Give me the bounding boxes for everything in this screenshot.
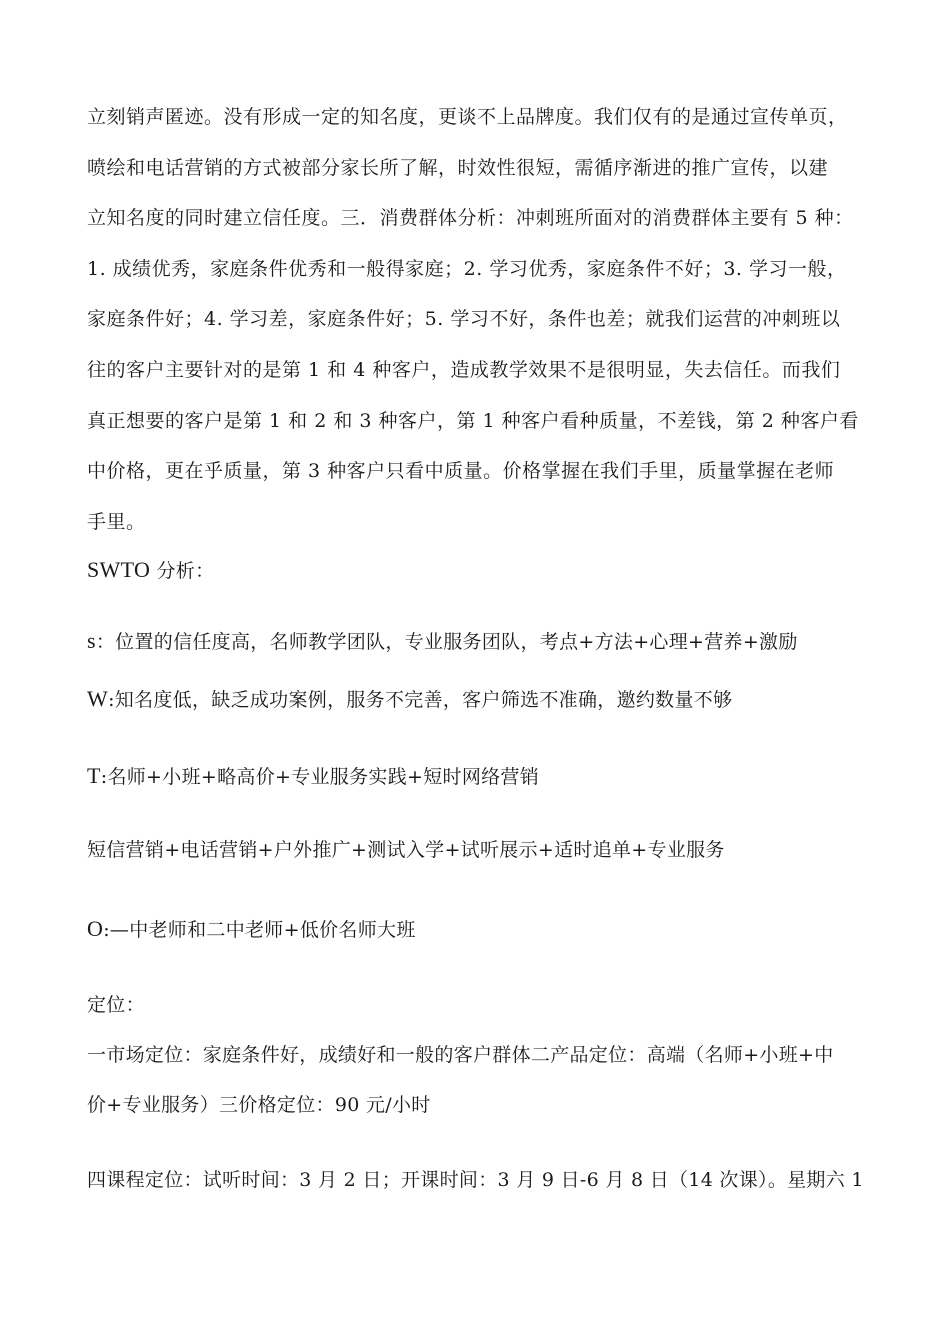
threats-line2-text: 短信营销+电话营销+户外推广+测试入学+试听展示+适时追单+专业服务: [87, 839, 725, 861]
weaknesses-text: :知名度低，缺乏成功案例，服务不完善，客户筛选不准确，邀约数量不够: [108, 689, 733, 711]
paragraph-line: 中价格，更在乎质量，第 3 种客户只看中质量。价格掌握在我们手里，质量掌握在老师: [87, 460, 835, 483]
threats-text: :名师+小班+略高价+专业服务实践+短时网络营销: [100, 766, 540, 788]
strengths-label: s: [87, 628, 96, 653]
consumer-analysis-paragraph: [87, 92, 877, 547]
strengths-text: ：位置的信任度高，名师教学团队，专业服务团队，考点+方法+心理+营养+激励: [95, 631, 798, 653]
paragraph-line: 1. 成绩优秀，家庭条件优秀和一般得家庭；2. 学习优秀，家庭条件不好；3. 学习一般，: [87, 257, 847, 280]
swot-opportunities: [87, 915, 416, 942]
paragraph-line: 往的客户主要针对的是第 1 和 4 种客户，造成教学效果不是很明显，失去信任。而我们: [87, 358, 841, 381]
market-positioning-text: 一市场定位：家庭条件好，成绩好和一般的客户群体二产品定位：高端（名师+小班+中: [87, 1044, 834, 1066]
paragraph-line: 手里。: [87, 510, 146, 533]
swot-heading-rest: 分析：: [150, 560, 215, 582]
market-positioning-line1: [87, 1040, 834, 1067]
paragraph-line: 真正想要的客户是第 1 和 2 和 3 种客户，第 1 种客户看种质量，不差钱，第 2 种客户看: [87, 409, 859, 432]
positioning-heading: [87, 990, 145, 1017]
paragraph-line: 立知名度的同时建立信任度。三．消费群体分析：冲刺班所面对的消费群体主要有 5 种：: [87, 207, 854, 230]
threats-label: T: [87, 763, 101, 788]
market-positioning-line2: [87, 1090, 431, 1117]
course-positioning-line: [87, 1165, 864, 1192]
swot-heading-latin: SWTO: [87, 557, 151, 582]
price-positioning-text: 价+专业服务）三价格定位：90 元/小时: [87, 1094, 431, 1116]
swot-threats-line2: [87, 835, 725, 862]
swot-heading: [87, 556, 214, 583]
opportunities-text: :—中老师和二中老师+低价名师大班: [103, 919, 416, 941]
swot-threats: [87, 762, 539, 789]
opportunities-label: O: [87, 916, 104, 941]
swot-weaknesses: [87, 685, 732, 712]
weaknesses-label: W: [87, 686, 109, 711]
paragraph-line: 喷绘和电话营销的方式被部分家长所了解，时效性很短，需循序渐进的推广宣传，以建: [87, 156, 829, 179]
positioning-heading-text: 定位：: [87, 994, 145, 1016]
paragraph-line: 家庭条件好；4. 学习差，家庭条件好；5. 学习不好，条件也差；就我们运营的冲刺班以: [87, 308, 841, 331]
course-positioning-text: 四课程定位：试听时间：3 月 2 日；开课时间：3 月 9 日-6 月 8 日（14 次课）。星期六 1: [87, 1169, 864, 1191]
paragraph-line: 立刻销声匿迹。没有形成一定的知名度，更谈不上品牌度。我们仅有的是通过宣传单页，: [87, 106, 848, 128]
swot-strengths: [87, 627, 798, 654]
